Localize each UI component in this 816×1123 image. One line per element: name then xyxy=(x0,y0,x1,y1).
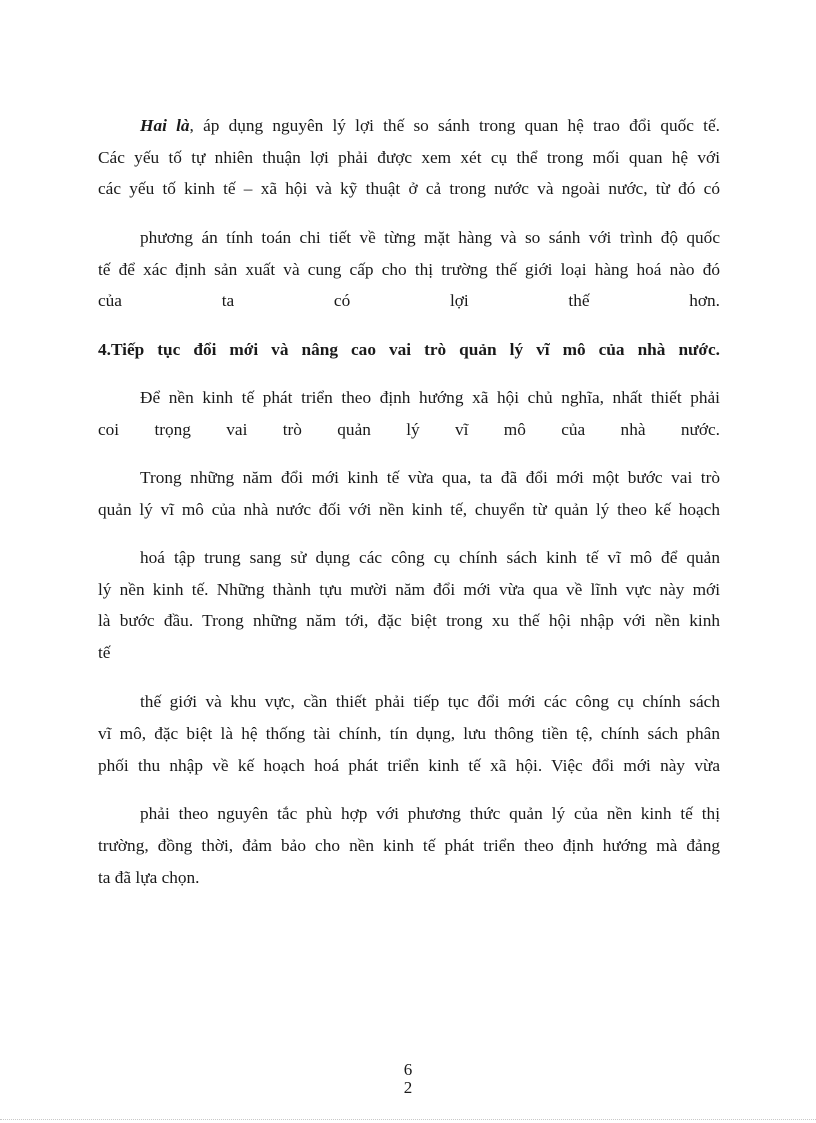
paragraph-line: tế xyxy=(98,643,111,662)
paragraph-line xyxy=(98,114,720,138)
paragraph-line: là bước đầu. Trong những năm tới, đặc biệt trong xu thế hội nhập với nền kinh xyxy=(98,611,720,630)
paragraph-line: Trong những năm đổi mới kinh tế vừa qua, ta đã đổi mới một bước vai trò xyxy=(140,468,720,487)
paragraph-line: lý nền kinh tế. Những thành tựu mười năm đổi mới vừa qua về lĩnh vực này mới xyxy=(98,580,720,599)
paragraph-line: ta đã lựa chọn. xyxy=(98,868,200,887)
paragraph-line: coi trọng vai trò quản lý vĩ mô của nhà nước. xyxy=(98,420,720,439)
paragraph-line: thế giới và khu vực, cần thiết phải tiếp tục đổi mới các công cụ chính sách xyxy=(140,692,720,711)
page-number: 2 xyxy=(403,1078,413,1097)
paragraph-line: Để nền kinh tế phát triển theo định hướng xã hội chủ nghĩa, nhất thiết phải xyxy=(140,388,720,407)
page-divider xyxy=(0,1119,816,1120)
paragraph-line: vĩ mô, đặc biệt là hệ thống tài chính, tín dụng, lưu thông tiền tệ, chính sách phân xyxy=(98,724,720,743)
paragraph-line: tế để xác định sản xuất và cung cấp cho thị trường thế giới loại hàng hoá nào đó xyxy=(98,260,720,279)
paragraph-line: hoá tập trung sang sử dụng các công cụ chính sách kinh tế vĩ mô để quản xyxy=(140,548,720,567)
paragraph-line: phải theo nguyên tắc phù hợp với phương thức quản lý của nền kinh tế thị xyxy=(140,804,720,823)
lead-phrase: Hai là xyxy=(140,116,190,135)
page-number: 6 xyxy=(403,1060,413,1079)
paragraph-line: trường, đồng thời, đảm bảo cho nền kinh tế phát triển theo định hướng mà đảng xyxy=(98,836,720,855)
text-span: , áp dụng nguyên lý lợi thế so sánh trong quan hệ trao đổi quốc tế. xyxy=(189,116,720,135)
paragraph-line: phương án tính toán chi tiết về từng mặt hàng và so sánh với trình độ quốc xyxy=(140,228,720,247)
paragraph-line: quản lý vĩ mô của nhà nước đối với nền kinh tế, chuyển từ quản lý theo kế hoạch xyxy=(98,500,720,519)
paragraph-line: của ta có lợi thế hơn. xyxy=(98,291,720,310)
section-heading: 4.Tiếp tục đổi mới và nâng cao vai trò quản lý vĩ mô của nhà nước. xyxy=(98,340,720,359)
paragraph-line: các yếu tố kinh tế – xã hội và kỹ thuật ở cả trong nước và ngoài nước, từ đó có xyxy=(98,179,720,198)
paragraph-line: phối thu nhập về kế hoạch hoá phát triển kinh tế xã hội. Việc đổi mới này vừa xyxy=(98,756,720,775)
paragraph-line: Các yếu tố tự nhiên thuận lợi phải được xem xét cụ thể trong mối quan hệ với xyxy=(98,148,720,167)
